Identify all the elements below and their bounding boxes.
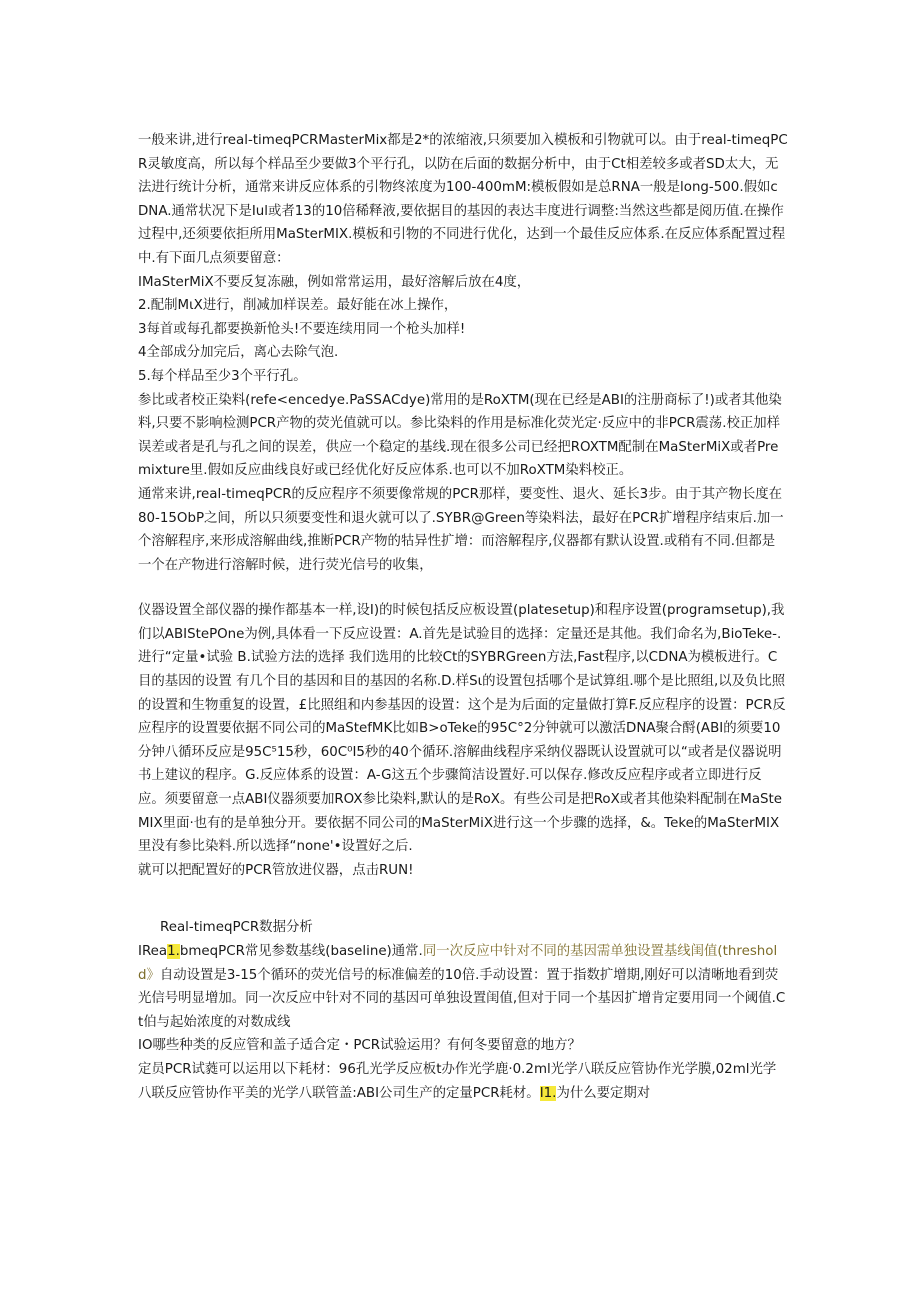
run-paragraph: 就可以把配置好的PCR管放进仪器，点击RUN! [138, 862, 414, 878]
list-item: IMaSterMiX不要反复冻融，例如常常运用，最好溶解后放在4度， [138, 274, 531, 290]
list-item: 2.配制MιX进行，削减加样误差。最好能在冰上操作， [138, 298, 458, 314]
baseline-paragraph [138, 940, 788, 1034]
section-heading: Real-timeqPCR数据分析 [160, 920, 313, 936]
colored-text: 同一次反应中针对不同的基因需单独设置基线闺值(threshold》 [138, 944, 778, 983]
question-paragraph: IO哪些种类的反应管和盖子适合定・PCR试验运用？有何冬要留意的地方？ [138, 1038, 581, 1054]
spacer [138, 882, 788, 916]
consumables-text: 为什么要定期对 [556, 1085, 651, 1101]
highlight-mark: 1. [167, 944, 180, 959]
list-item: 5.每个样品至少3个平行孔。 [138, 368, 307, 384]
program-paragraph: 通常来讲,real-timeqPCR的反应程序不须要像常规的PCR那样，要变性、退火、延长3步。由于其产物长度在80-15ObP之间，所以只须要变性和退火就可以了.SYBR@Green等染料法，最好在PCR扩增程序结束后.加一个溶解程序,来形成溶解曲线,推断PCR产物的牯异性扩增：而溶解程序,仪器都有默认设置.或稍有不同.但都是一个在产物进行溶解时候，进行荧光信号的收集， [138, 486, 784, 573]
intro-paragraph: 一般来讲,进行real-timeqPCRMasterMix都是2*的浓缩液,只须要加入模板和引物就可以。由于real-timeqPCR灵敏度高，所以每个样品至少要做3个平行孔，以防在后面的数据分析中，由于Ct相差较多或者SD太大，无法进行统计分析，通常来讲反应体系的引物终浓度为100-400mM:模板假如是总RNA一般是long-500.假如cDNA.通常状况下是Iul或者13的10倍稀释液,要依据目的基因的表达丰度进行调整:当然这些都是阅历值.在操作过程中,还须要依拒所用MaSterMIX.模板和引物的不同进行优化，达到一个最佳反应体系.在反应体系配置过程中.有下面几点须要留意： [138, 133, 788, 266]
baseline-text: bmeqPCR常见参数基线(baseline)通常. [179, 944, 423, 959]
highlight-mark: I1. [539, 1085, 557, 1101]
reference-dye-paragraph: 参比或者校正染料(refe<encedye.PaSSACdye)常用的是RoXTM(现在已经是ABI的注册商标了!)或者其他染料,只要不影响检测PCR产物的荧光值就可以。参比染料的作用是标准化荧光定·反应中的非PCR震荡.校正加样误差或者是孔与孔之间的误差，供应一个稳定的基线.现在很多公司已经把ROXTM配制在MaSterMiX或者Premixture里.假如反应曲线良好或已经优化好反应体系.也可以不加RoXTM染料校正。 [138, 392, 782, 479]
list-item: 3每首或每孔都要换新怆头!不要连续用同一个枪头加样! [138, 321, 466, 337]
consumables-paragraph [138, 1058, 788, 1105]
baseline-text: 自动设置是3-15个循环的荧光信号的标准偏差的10倍.手动设置：置于指数扩增期,刚好可以清晰地看到荧光信号明显增加。同一次反应中针对不同的基因可单独设置闺值,但对于同一个基因扩增肯定要用同一个阈值.Ct伯与起始浓度的对数成线 [138, 967, 786, 1030]
baseline-text: IRea [138, 944, 168, 959]
document-body [138, 129, 788, 1105]
consumables-text: 定员PCR试蕤可以运用以下耗材：96孔光学反应板t办作光学鹿·0.2ml光学八联反应管协作光学膜,02ml光学八联反应管协作平美的光学八联管盖:ABI公司生产的定量PCR耗材。 [138, 1061, 777, 1101]
spacer [138, 577, 788, 599]
instrument-setup-paragraph: 仪器设置全部仪器的操作都基本一样,设I)的时候包括反应板设置(platesetup)和程序设置(programsetup),我们以ABIStePOne为例,具体看一下反应设置：A.首先是试验目的选择：定量还是其他。我们命名为,BioTeke-.进行“定量•试验 B.试验方法的选择 我们选用的比较Ct的SYBRGreen方法,Fast程序,以CDNA为模板进行。C目的基因的设置 有几个目的基因和目的基因的名称.D.样Sι的设置包括哪个是试算组.哪个是比照组,以及负比照的设置和生物重复的设置，£比照组和内参基因的设置：这个是为后面的定量做打算F.反应程序的设置：PCR反应程序的设置要依据不同公司的MaStefMK比如B>oTeke的95C°2分钟就可以激活DNA聚合酹(ABI的须要10分钟八循环反应是95C⁵15秒，60C⁰I5秒的40个循环.溶解曲线程序采纳仪器既认设置就可以“或者是仪器说明书上建议的程序。G.反应体系的设置：A-G这五个步骤简洁设置好.可以保存.修改反应程序或者立即进行反应。须要留意一点ABI仪器须要加ROX参比染料,默认的是RoX。有些公司是把RoX或者其他染料配制在MaSteMIX里面·也有的是单独分开。要依据不同公司的MaSterMiX进行这一个步骤的选择，&。Teke的MaSterMIX里没有参比染料.所以选择“none'•设置好之后. [138, 603, 786, 855]
list-item: 4全部成分加完后，离心去除气泡. [138, 345, 339, 361]
